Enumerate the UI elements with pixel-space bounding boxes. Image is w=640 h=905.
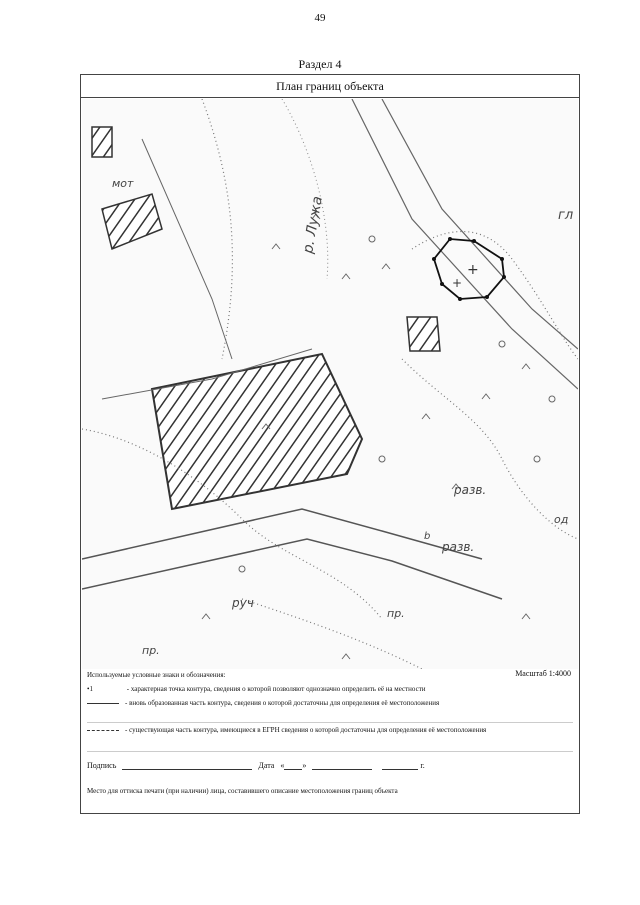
legend	[81, 669, 579, 813]
label-mot: мот	[112, 177, 134, 190]
label-od: од	[554, 513, 569, 526]
label-gl: гл	[558, 208, 574, 223]
label-ruch: руч	[232, 596, 254, 610]
legend-item-existing-contour	[87, 726, 567, 734]
label-pr-2: пр.	[387, 607, 405, 620]
date-close-quote: »	[302, 761, 307, 770]
legend-item-point	[87, 685, 426, 693]
legend-point-symbol: •1	[87, 685, 93, 693]
legend-heading: Используемые условные знаки и обозначения:	[87, 671, 226, 679]
page-number: 49	[314, 12, 326, 24]
stamp-note: Место для оттиска печати (при наличии) лица, составившего описание местоположения границ объекта	[87, 787, 398, 795]
label-pr-1: пр.	[142, 644, 160, 657]
legend-point-text: - характерная точка контура, сведения о которой позволяют однозначно определить её на местности	[126, 685, 426, 693]
svg-text:+: +	[467, 262, 479, 278]
date-day-blank[interactable]	[284, 761, 302, 770]
svg-text:+: +	[452, 276, 463, 290]
plan-frame	[80, 74, 580, 814]
date-month-blank[interactable]	[312, 761, 372, 770]
map-drawing	[82, 99, 578, 669]
signature-label: Подпись	[87, 761, 117, 770]
hatched-area-center	[407, 317, 440, 351]
label-bracket: b	[424, 531, 431, 542]
boundary-map	[82, 99, 578, 669]
date-label: Дата	[258, 761, 275, 770]
legend-divider-1	[87, 722, 573, 723]
signature-blank[interactable]	[122, 761, 252, 770]
existing-contour-line-sample	[87, 730, 119, 731]
label-stream: р. Лужа	[300, 194, 326, 255]
date-year-blank[interactable]	[382, 761, 418, 770]
legend-new-contour-text: - вновь образованная часть контура, сведения о которой достаточны для определения её местоположения	[125, 699, 440, 707]
signature-line	[87, 761, 425, 770]
plan-title: План границ объекта	[81, 75, 579, 98]
legend-divider-2	[87, 751, 573, 752]
date-open-quote: «	[280, 761, 285, 770]
legend-existing-contour-text: - существующая часть контура, имеющиеся в ЕГРН сведения о которой достаточны для определения её местоположения	[125, 726, 487, 734]
section-title: Раздел 4	[298, 57, 342, 71]
legend-item-new-contour	[87, 699, 567, 707]
new-contour-line-sample	[87, 703, 119, 704]
hatched-area-top	[92, 127, 112, 157]
label-razv-1: разв.	[454, 483, 487, 497]
map-scale: Масштаб 1:4000	[515, 669, 571, 678]
year-suffix: г.	[420, 761, 425, 770]
label-razv-2: разв.	[442, 540, 475, 554]
